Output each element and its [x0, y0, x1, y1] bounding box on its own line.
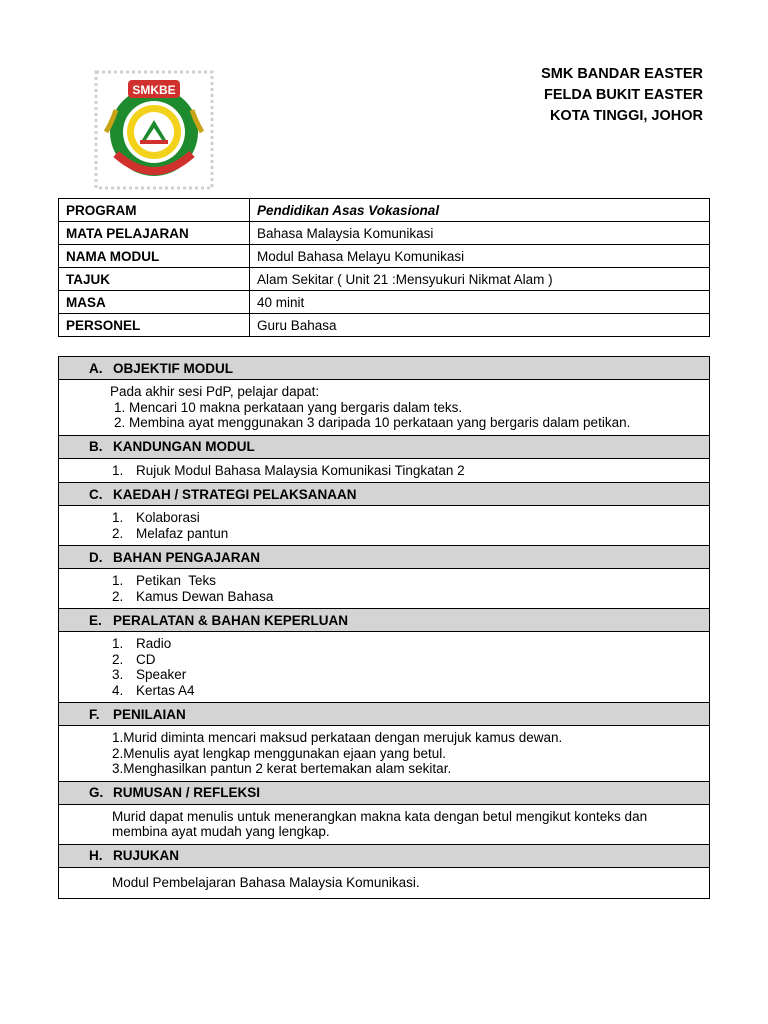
list-number: 2.	[112, 588, 124, 604]
info-row	[59, 199, 710, 222]
info-label: NAMA MODUL	[59, 245, 250, 268]
section-header-kaedah	[59, 483, 710, 506]
list-number: 4.	[112, 682, 124, 698]
section-letter: A.	[89, 360, 103, 376]
list-text: Kertas A4	[136, 682, 195, 698]
list-number: 1.	[112, 573, 124, 588]
list-text: Kamus Dewan Bahasa	[136, 588, 274, 604]
list-text: Radio	[136, 636, 172, 651]
list-number: 3.	[112, 667, 124, 682]
section-body-peralatan	[59, 632, 710, 703]
section-letter: D.	[89, 549, 103, 565]
info-row	[59, 245, 710, 268]
list-item	[112, 573, 699, 589]
section-letter: E.	[89, 612, 102, 628]
info-value: Pendidikan Asas Vokasional	[250, 199, 710, 222]
info-value: 40 minit	[250, 291, 710, 314]
section-title: PENILAIAN	[113, 706, 186, 722]
list-item: 2.Menulis ayat lengkap menggunakan ejaan yang betul.	[112, 745, 446, 761]
list-number: 1.	[112, 510, 124, 525]
info-row	[59, 314, 710, 337]
section-intro: Pada akhir sesi PdP, pelajar dapat:	[110, 384, 320, 399]
section-title: OBJEKTIF MODUL	[113, 360, 233, 376]
section-header-bahan	[59, 546, 710, 569]
list-item	[112, 589, 699, 605]
list-item: 1. Mencari 10 makna perkataan yang bergaris dalam teks.	[114, 399, 463, 415]
section-body-objektif	[59, 380, 710, 436]
info-row	[59, 291, 710, 314]
list-item	[112, 683, 699, 699]
section-body-bahan	[59, 569, 710, 609]
list-number: 2.	[112, 525, 124, 541]
section-title: KAEDAH / STRATEGI PELAKSANAAN	[113, 486, 357, 502]
list-text: Kolaborasi	[136, 510, 200, 525]
section-body-rumusan	[59, 804, 710, 844]
section-text: Modul Pembelajaran Bahasa Malaysia Komunikasi.	[112, 874, 420, 890]
info-value: Guru Bahasa	[250, 314, 710, 337]
module-info-table	[58, 198, 710, 337]
section-header-peralatan	[59, 609, 710, 632]
info-label: PROGRAM	[59, 199, 250, 222]
info-row	[59, 222, 710, 245]
section-body-rujukan	[59, 867, 710, 898]
list-text: Petikan Teks	[136, 573, 217, 588]
section-header-rumusan	[59, 781, 710, 804]
info-label: MATA PELAJARAN	[59, 222, 250, 245]
info-value: Alam Sekitar ( Unit 21 :Mensyukuri Nikmat Alam )	[250, 268, 710, 291]
section-body-kaedah	[59, 506, 710, 546]
school-city: KOTA TINGGI, JOHOR	[549, 108, 703, 124]
section-letter: C.	[89, 486, 103, 502]
section-title: RUJUKAN	[113, 848, 180, 863]
list-text: Speaker	[136, 667, 187, 682]
section-body-penilaian	[59, 726, 710, 782]
section-text: Murid dapat menulis untuk menerangkan makna kata dengan betul mengikut konteks dan membina ayat mudah yang lengkap.	[112, 808, 648, 839]
list-item	[112, 463, 699, 479]
section-header-kandungan	[59, 435, 710, 458]
info-label: TAJUK	[59, 268, 250, 291]
section-title: KANDUNGAN MODUL	[113, 439, 255, 454]
list-text: Rujuk Modul Bahasa Malaysia Komunikasi Tingkatan 2	[136, 462, 465, 478]
section-body-kandungan	[59, 458, 710, 483]
list-number: 1.	[112, 462, 124, 478]
list-item: 1.Murid diminta mencari maksud perkataan dengan merujuk kamus dewan.	[112, 730, 563, 745]
list-text: CD	[136, 651, 156, 667]
section-header-penilaian	[59, 703, 710, 726]
list-item	[112, 652, 699, 668]
list-item: 2. Membina ayat menggunakan 3 daripada 10 perkataan yang bergaris dalam petikan.	[114, 415, 631, 430]
list-number: 1.	[112, 636, 124, 651]
school-logo	[94, 70, 214, 190]
list-item: 3.Menghasilkan pantun 2 kerat bertemakan alam sekitar.	[112, 761, 452, 776]
section-letter: F.	[89, 706, 100, 722]
school-location: FELDA BUKIT EASTER	[544, 87, 703, 103]
list-number: 2.	[112, 651, 124, 667]
school-name: SMK BANDAR EASTER	[541, 66, 703, 82]
info-row	[59, 268, 710, 291]
list-item	[112, 510, 699, 526]
section-letter: G.	[89, 785, 104, 800]
list-item	[112, 636, 699, 652]
list-item	[112, 526, 699, 542]
svg-text:SMKBE: SMKBE	[132, 83, 176, 97]
list-item	[112, 667, 699, 683]
section-title: RUMUSAN / REFLEKSI	[113, 785, 261, 800]
module-sections-table	[58, 356, 710, 899]
section-title: BAHAN PENGAJARAN	[113, 549, 261, 565]
info-label: MASA	[59, 291, 250, 314]
section-letter: B.	[89, 439, 103, 454]
section-title: PERALATAN & BAHAN KEPERLUAN	[113, 612, 348, 628]
section-header-rujukan	[59, 844, 710, 867]
list-text: Melafaz pantun	[136, 525, 229, 541]
info-value: Modul Bahasa Melayu Komunikasi	[250, 245, 710, 268]
section-header-objektif	[59, 357, 710, 380]
section-letter: H.	[89, 848, 103, 863]
school-address	[541, 64, 703, 127]
info-value: Bahasa Malaysia Komunikasi	[250, 222, 710, 245]
info-label: PERSONEL	[59, 314, 250, 337]
